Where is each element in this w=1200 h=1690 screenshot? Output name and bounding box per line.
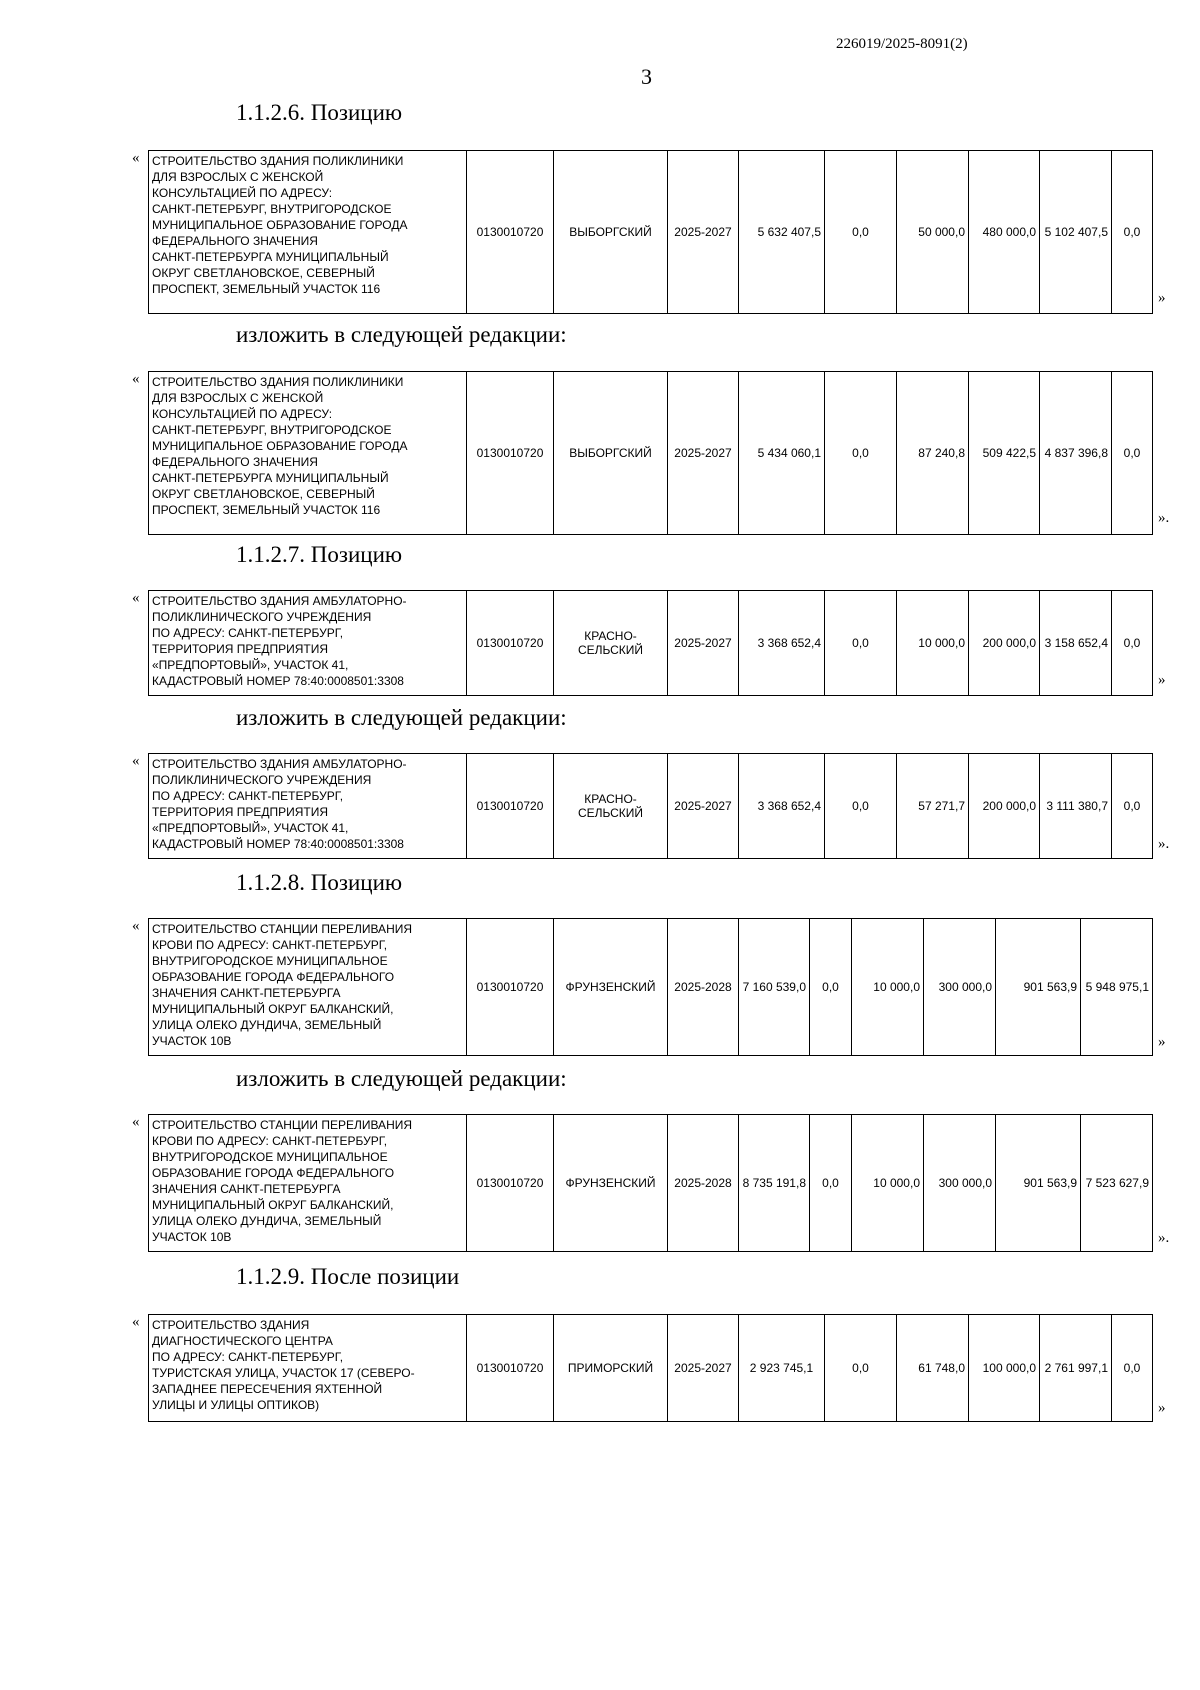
description-line: КАДАСТРОВЫЙ НОМЕР 78:40:0008501:3308: [152, 837, 404, 851]
district-line: КРАСНО-: [584, 629, 637, 643]
description-line: КРОВИ ПО АДРЕСУ: САНКТ-ПЕТЕРБУРГ,: [152, 1134, 388, 1148]
amount: 10 000,0: [897, 591, 969, 696]
target-code: 0130010720: [467, 372, 554, 535]
description-line: КОНСУЛЬТАЦИЕЙ ПО АДРЕСУ:: [152, 407, 333, 421]
section-heading-1-1-2-7: 1.1.2.7. Позицию: [236, 542, 403, 567]
description-line: КРОВИ ПО АДРЕСУ: САНКТ-ПЕТЕРБУРГ,: [152, 938, 388, 952]
description-line: ДИАГНОСТИЧЕСКОГО ЦЕНТРА: [152, 1334, 333, 1348]
amount: 0,0: [825, 591, 897, 696]
amount: 901 563,9: [996, 919, 1081, 1056]
description-line: УЧАСТОК 10В: [152, 1034, 232, 1048]
position-table-old-1-1-2-8: [148, 918, 1153, 1056]
description-line: СТРОИТЕЛЬСТВО ЗДАНИЯ АМБУЛАТОРНО-: [152, 757, 407, 771]
district: ВЫБОРГСКИЙ: [554, 151, 668, 314]
closing-quote: ».: [1158, 1230, 1170, 1246]
description-line: КАДАСТРОВЫЙ НОМЕР 78:40:0008501:3308: [152, 674, 404, 688]
amount: 50 000,0: [897, 151, 969, 314]
description-line: ПО АДРЕСУ: САНКТ-ПЕТЕРБУРГ,: [152, 626, 344, 640]
table-row: [149, 1315, 1153, 1422]
table-row: [149, 754, 1153, 859]
edit-instruction: изложить в следующей редакции:: [236, 322, 567, 347]
amount: 0,0: [825, 1315, 897, 1422]
position-table-new-1-1-2-6: [148, 371, 1153, 535]
target-code: 0130010720: [467, 151, 554, 314]
total-cost: 8 735 191,8: [739, 1115, 810, 1252]
description-line: ДЛЯ ВЗРОСЛЫХ С ЖЕНСКОЙ: [152, 170, 324, 184]
object-description: [149, 151, 467, 314]
opening-quote: «: [132, 371, 140, 387]
district-line: КРАСНО-: [584, 792, 637, 806]
amount: 3 158 652,4: [1040, 591, 1112, 696]
description-line: «ПРЕДПОРТОВЫЙ», УЧАСТОК 41,: [152, 821, 349, 835]
closing-quote: »: [1158, 290, 1166, 306]
district: [554, 754, 668, 859]
period: 2025-2027: [668, 372, 739, 535]
description-line: САНКТ-ПЕТЕРБУРГА МУНИЦИПАЛЬНЫЙ: [152, 250, 389, 264]
description-line: МУНИЦИПАЛЬНОЕ ОБРАЗОВАНИЕ ГОРОДА: [152, 439, 408, 453]
district: ПРИМОРСКИЙ: [554, 1315, 668, 1422]
target-code: 0130010720: [467, 919, 554, 1056]
amount: 509 422,5: [969, 372, 1040, 535]
object-description: [149, 1315, 467, 1422]
document-number: 226019/2025-8091(2): [836, 36, 968, 52]
amount: 7 523 627,9: [1081, 1115, 1153, 1252]
total-cost: 5 632 407,5: [739, 151, 825, 314]
position-table-old-1-1-2-7: [148, 590, 1153, 696]
opening-quote: «: [132, 1314, 140, 1330]
target-code: 0130010720: [467, 1115, 554, 1252]
section-heading-1-1-2-6: 1.1.2.6. Позицию: [236, 100, 403, 125]
district-line: СЕЛЬСКИЙ: [577, 806, 644, 820]
description-line: «ПРЕДПОРТОВЫЙ», УЧАСТОК 41,: [152, 658, 349, 672]
description-line: ОБРАЗОВАНИЕ ГОРОДА ФЕДЕРАЛЬНОГО: [152, 1166, 395, 1180]
description-line: ПРОСПЕКТ, ЗЕМЕЛЬНЫЙ УЧАСТОК 116: [152, 282, 381, 296]
table-row: [149, 591, 1153, 696]
target-code: 0130010720: [467, 1315, 554, 1422]
description-line: ФЕДЕРАЛЬНОГО ЗНАЧЕНИЯ: [152, 455, 318, 469]
period: 2025-2028: [668, 1115, 739, 1252]
table-row: [149, 151, 1153, 314]
table-row: [149, 919, 1153, 1056]
period: 2025-2027: [668, 591, 739, 696]
amount: 200 000,0: [969, 591, 1040, 696]
period: 2025-2027: [668, 151, 739, 314]
object-description: [149, 591, 467, 696]
total-cost: 2 923 745,1: [739, 1315, 825, 1422]
edit-instruction: изложить в следующей редакции:: [236, 1066, 567, 1091]
description-line: САНКТ-ПЕТЕРБУРГ, ВНУТРИГОРОДСКОЕ: [152, 423, 392, 437]
opening-quote: «: [132, 1114, 140, 1130]
description-line: УЛИЦА ОЛЕКО ДУНДИЧА, ЗЕМЕЛЬНЫЙ: [152, 1018, 382, 1032]
page-number: 3: [641, 64, 652, 89]
amount: 0,0: [1112, 754, 1153, 859]
section-heading-1-1-2-9: 1.1.2.9. После позиции: [236, 1264, 460, 1289]
description-line: СТРОИТЕЛЬСТВО ЗДАНИЯ АМБУЛАТОРНО-: [152, 594, 407, 608]
amount: 5 102 407,5: [1040, 151, 1112, 314]
total-cost: 3 368 652,4: [739, 591, 825, 696]
description-line: ФЕДЕРАЛЬНОГО ЗНАЧЕНИЯ: [152, 234, 318, 248]
description-line: ЗНАЧЕНИЯ САНКТ-ПЕТЕРБУРГА: [152, 986, 341, 1000]
opening-quote: «: [132, 590, 140, 606]
description-line: КОНСУЛЬТАЦИЕЙ ПО АДРЕСУ:: [152, 186, 333, 200]
amount: 200 000,0: [969, 754, 1040, 859]
period: 2025-2027: [668, 754, 739, 859]
description-line: ВНУТРИГОРОДСКОЕ МУНИЦИПАЛЬНОЕ: [152, 954, 388, 968]
opening-quote: «: [132, 753, 140, 769]
total-cost: 5 434 060,1: [739, 372, 825, 535]
amount: 100 000,0: [969, 1315, 1040, 1422]
closing-quote: ».: [1158, 510, 1170, 526]
description-line: УЛИЦА ОЛЕКО ДУНДИЧА, ЗЕМЕЛЬНЫЙ: [152, 1214, 382, 1228]
amount: 0,0: [810, 1115, 852, 1252]
position-table-old-1-1-2-6: [148, 150, 1153, 314]
description-line: СТРОИТЕЛЬСТВО СТАНЦИИ ПЕРЕЛИВАНИЯ: [152, 922, 413, 936]
amount: 61 748,0: [897, 1315, 969, 1422]
period: 2025-2027: [668, 1315, 739, 1422]
position-table-new-1-1-2-7: [148, 753, 1153, 859]
amount: 300 000,0: [924, 1115, 996, 1252]
description-line: ТЕРРИТОРИЯ ПРЕДПРИЯТИЯ: [152, 642, 329, 656]
amount: 0,0: [1112, 372, 1153, 535]
description-line: ТЕРРИТОРИЯ ПРЕДПРИЯТИЯ: [152, 805, 329, 819]
amount: 87 240,8: [897, 372, 969, 535]
district: ФРУНЗЕНСКИЙ: [554, 919, 668, 1056]
amount: 901 563,9: [996, 1115, 1081, 1252]
description-line: СТРОИТЕЛЬСТВО СТАНЦИИ ПЕРЕЛИВАНИЯ: [152, 1118, 413, 1132]
description-line: ПОЛИКЛИНИЧЕСКОГО УЧРЕЖДЕНИЯ: [152, 610, 372, 624]
amount: 10 000,0: [852, 919, 924, 1056]
amount: 57 271,7: [897, 754, 969, 859]
description-line: МУНИЦИПАЛЬНЫЙ ОКРУГ БАЛКАНСКИЙ,: [152, 1198, 394, 1212]
description-line: СТРОИТЕЛЬСТВО ЗДАНИЯ ПОЛИКЛИНИКИ: [152, 375, 404, 389]
amount: 0,0: [1112, 1315, 1153, 1422]
amount: 0,0: [810, 919, 852, 1056]
amount: 3 111 380,7: [1040, 754, 1112, 859]
object-description: [149, 754, 467, 859]
period: 2025-2028: [668, 919, 739, 1056]
amount: 0,0: [825, 372, 897, 535]
object-description: [149, 919, 467, 1056]
closing-quote: »: [1158, 1400, 1166, 1416]
description-line: ДЛЯ ВЗРОСЛЫХ С ЖЕНСКОЙ: [152, 391, 324, 405]
district: ВЫБОРГСКИЙ: [554, 372, 668, 535]
description-line: ОКРУГ СВЕТЛАНОВСКОЕ, СЕВЕРНЫЙ: [152, 266, 375, 280]
opening-quote: «: [132, 150, 140, 166]
description-line: СТРОИТЕЛЬСТВО ЗДАНИЯ: [152, 1318, 310, 1332]
closing-quote: ».: [1158, 836, 1170, 852]
description-line: ЗАПАДНЕЕ ПЕРЕСЕЧЕНИЯ ЯХТЕННОЙ: [152, 1382, 383, 1396]
amount: 0,0: [825, 754, 897, 859]
closing-quote: »: [1158, 672, 1166, 688]
description-line: УЧАСТОК 10В: [152, 1230, 232, 1244]
opening-quote: «: [132, 918, 140, 934]
district: [554, 591, 668, 696]
amount: 300 000,0: [924, 919, 996, 1056]
total-cost: 7 160 539,0: [739, 919, 810, 1056]
amount: 5 948 975,1: [1081, 919, 1153, 1056]
district: ФРУНЗЕНСКИЙ: [554, 1115, 668, 1252]
section-heading-1-1-2-8: 1.1.2.8. Позицию: [236, 870, 403, 895]
description-line: ЗНАЧЕНИЯ САНКТ-ПЕТЕРБУРГА: [152, 1182, 341, 1196]
description-line: ОБРАЗОВАНИЕ ГОРОДА ФЕДЕРАЛЬНОГО: [152, 970, 395, 984]
object-description: [149, 1115, 467, 1252]
amount: 4 837 396,8: [1040, 372, 1112, 535]
total-cost: 3 368 652,4: [739, 754, 825, 859]
description-line: ПО АДРЕСУ: САНКТ-ПЕТЕРБУРГ,: [152, 789, 344, 803]
amount: 0,0: [1112, 591, 1153, 696]
description-line: ПОЛИКЛИНИЧЕСКОГО УЧРЕЖДЕНИЯ: [152, 773, 372, 787]
description-line: МУНИЦИПАЛЬНОЕ ОБРАЗОВАНИЕ ГОРОДА: [152, 218, 408, 232]
position-table-1-1-2-9: [148, 1314, 1153, 1422]
description-line: ПО АДРЕСУ: САНКТ-ПЕТЕРБУРГ,: [152, 1350, 344, 1364]
district-line: СЕЛЬСКИЙ: [577, 643, 644, 657]
position-table-new-1-1-2-8: [148, 1114, 1153, 1252]
edit-instruction: изложить в следующей редакции:: [236, 705, 567, 730]
amount: 480 000,0: [969, 151, 1040, 314]
target-code: 0130010720: [467, 754, 554, 859]
object-description: [149, 372, 467, 535]
description-line: САНКТ-ПЕТЕРБУРГ, ВНУТРИГОРОДСКОЕ: [152, 202, 392, 216]
description-line: ОКРУГ СВЕТЛАНОВСКОЕ, СЕВЕРНЫЙ: [152, 487, 375, 501]
table-row: [149, 1115, 1153, 1252]
amount: 2 761 997,1: [1040, 1315, 1112, 1422]
closing-quote: »: [1158, 1034, 1166, 1050]
description-line: ВНУТРИГОРОДСКОЕ МУНИЦИПАЛЬНОЕ: [152, 1150, 388, 1164]
description-line: ПРОСПЕКТ, ЗЕМЕЛЬНЫЙ УЧАСТОК 116: [152, 503, 381, 517]
amount: 0,0: [1112, 151, 1153, 314]
description-line: САНКТ-ПЕТЕРБУРГА МУНИЦИПАЛЬНЫЙ: [152, 471, 389, 485]
target-code: 0130010720: [467, 591, 554, 696]
amount: 0,0: [825, 151, 897, 314]
description-line: СТРОИТЕЛЬСТВО ЗДАНИЯ ПОЛИКЛИНИКИ: [152, 154, 404, 168]
description-line: МУНИЦИПАЛЬНЫЙ ОКРУГ БАЛКАНСКИЙ,: [152, 1002, 394, 1016]
table-row: [149, 372, 1153, 535]
description-line: УЛИЦЫ И УЛИЦЫ ОПТИКОВ): [152, 1398, 320, 1412]
amount: 10 000,0: [852, 1115, 924, 1252]
description-line: ТУРИСТСКАЯ УЛИЦА, УЧАСТОК 17 (СЕВЕРО-: [152, 1366, 415, 1380]
